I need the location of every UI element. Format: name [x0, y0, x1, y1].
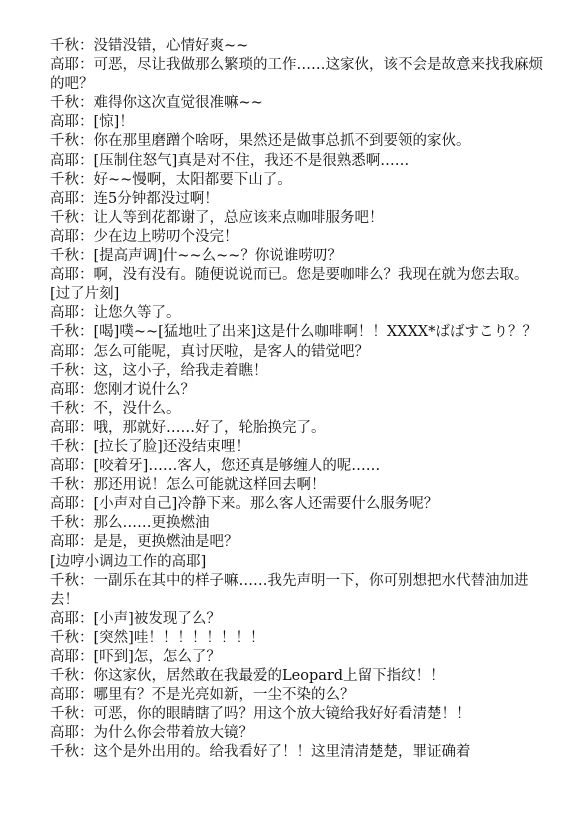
stage-direction: [边哼小调边工作的高耶]: [50, 553, 207, 570]
dialogue-line: 高耶：是是，更换燃油是吧？: [50, 534, 239, 551]
dialogue-line: 高耶：为什么你会带着放大镜？: [50, 725, 253, 742]
dialogue-line: 千秋：没错没错，心情好爽~~: [50, 38, 249, 54]
dialogue-line: 千秋：[提高声调]什~~么~~？你说谁唠叨？: [50, 248, 342, 265]
dialogue-line: 千秋：这个是外出用的。给我看好了！！这里清清楚楚，罪证确着: [50, 744, 471, 761]
stage-direction: [过了片刻]: [50, 286, 120, 303]
dialogue-line: 高耶：可恶，尽让我做那么繁琐的工作……这家伙，该不会是故意来找我麻烦的吧？: [50, 57, 543, 93]
dialogue-line: 高耶：啊，没有没有。随便说说而已。您是要咖啡么？我现在就为您去取。: [50, 267, 529, 284]
dialogue-line: 千秋：难得你这次直觉很准嘛~~: [50, 95, 263, 112]
dialogue-line: 千秋：好~~慢啊，太阳都要下山了。: [50, 171, 292, 188]
dialogue-line: 千秋：你这家伙，居然敢在我最爱的Leopard上留下指纹！！: [50, 668, 445, 685]
dialogue-line: 千秋：你在那里磨蹭个啥呀，果然还是做事总抓不到要领的家伙。: [50, 133, 471, 150]
dialogue-line: 高耶：[吓到]怎，怎么了？: [50, 649, 221, 665]
dialogue-line: 千秋：这，这小子，给我走着瞧！: [50, 362, 268, 379]
dialogue-line: 高耶：少在边上唠叨个没完！: [50, 228, 239, 245]
dialogue-line: 高耶：[小声]被发现了么？: [50, 610, 221, 627]
dialogue-line: 高耶：哪里有？不是光亮如新，一尘不染的么？: [50, 687, 355, 704]
dialogue-line: 千秋：可恶，你的眼睛瞎了吗？用这个放大镜给我好好看清楚！！: [50, 706, 471, 723]
dialogue-line: 高耶：[惊]！: [50, 114, 134, 131]
dialogue-line: 千秋：不，没什么。: [50, 400, 181, 417]
dialogue-line: 高耶：怎么可能呢，真讨厌啦，是客人的错觉吧？: [50, 343, 369, 360]
dialogue-script: [50, 37, 545, 763]
dialogue-line: 千秋：[拉长了脸]还没结束哩！: [50, 438, 250, 455]
dialogue-line: 高耶：[压制住怒气]真是对不住，我还不是很熟悉啊……: [50, 152, 410, 169]
dialogue-line: 高耶：您刚才说什么？: [50, 381, 195, 398]
dialogue-line: 千秋：那还用说！怎么可能就这样回去啊！: [50, 477, 326, 494]
dialogue-line: 高耶：[小声对自己]冷静下来。那么客人还需要什么服务呢？: [50, 496, 439, 513]
dialogue-line: 高耶：连5分钟都没过啊！: [50, 190, 219, 207]
dialogue-line: 千秋：那么……更换燃油: [50, 515, 210, 532]
dialogue-line: 高耶：哦，那就好……好了，轮胎换完了。: [50, 419, 326, 436]
dialogue-line: 千秋：让人等到花都谢了，总应该来点咖啡服务吧！: [50, 209, 384, 226]
dialogue-line: 千秋：一副乐在其中的样子嘛……我先声明一下，你可别想把水代替油加进去！: [50, 572, 529, 608]
dialogue-line: 千秋：[喝]噗~~[猛地吐了出来]这是什么咖啡啊！！XXXX*ばばすこり？？: [50, 324, 537, 341]
dialogue-line: 高耶：让您久等了。: [50, 305, 181, 322]
dialogue-line: 高耶：[咬着牙]……客人，您还真是够缠人的呢……: [50, 458, 381, 475]
dialogue-line: 千秋：[突然]哇！！！！！！！！: [50, 629, 265, 646]
